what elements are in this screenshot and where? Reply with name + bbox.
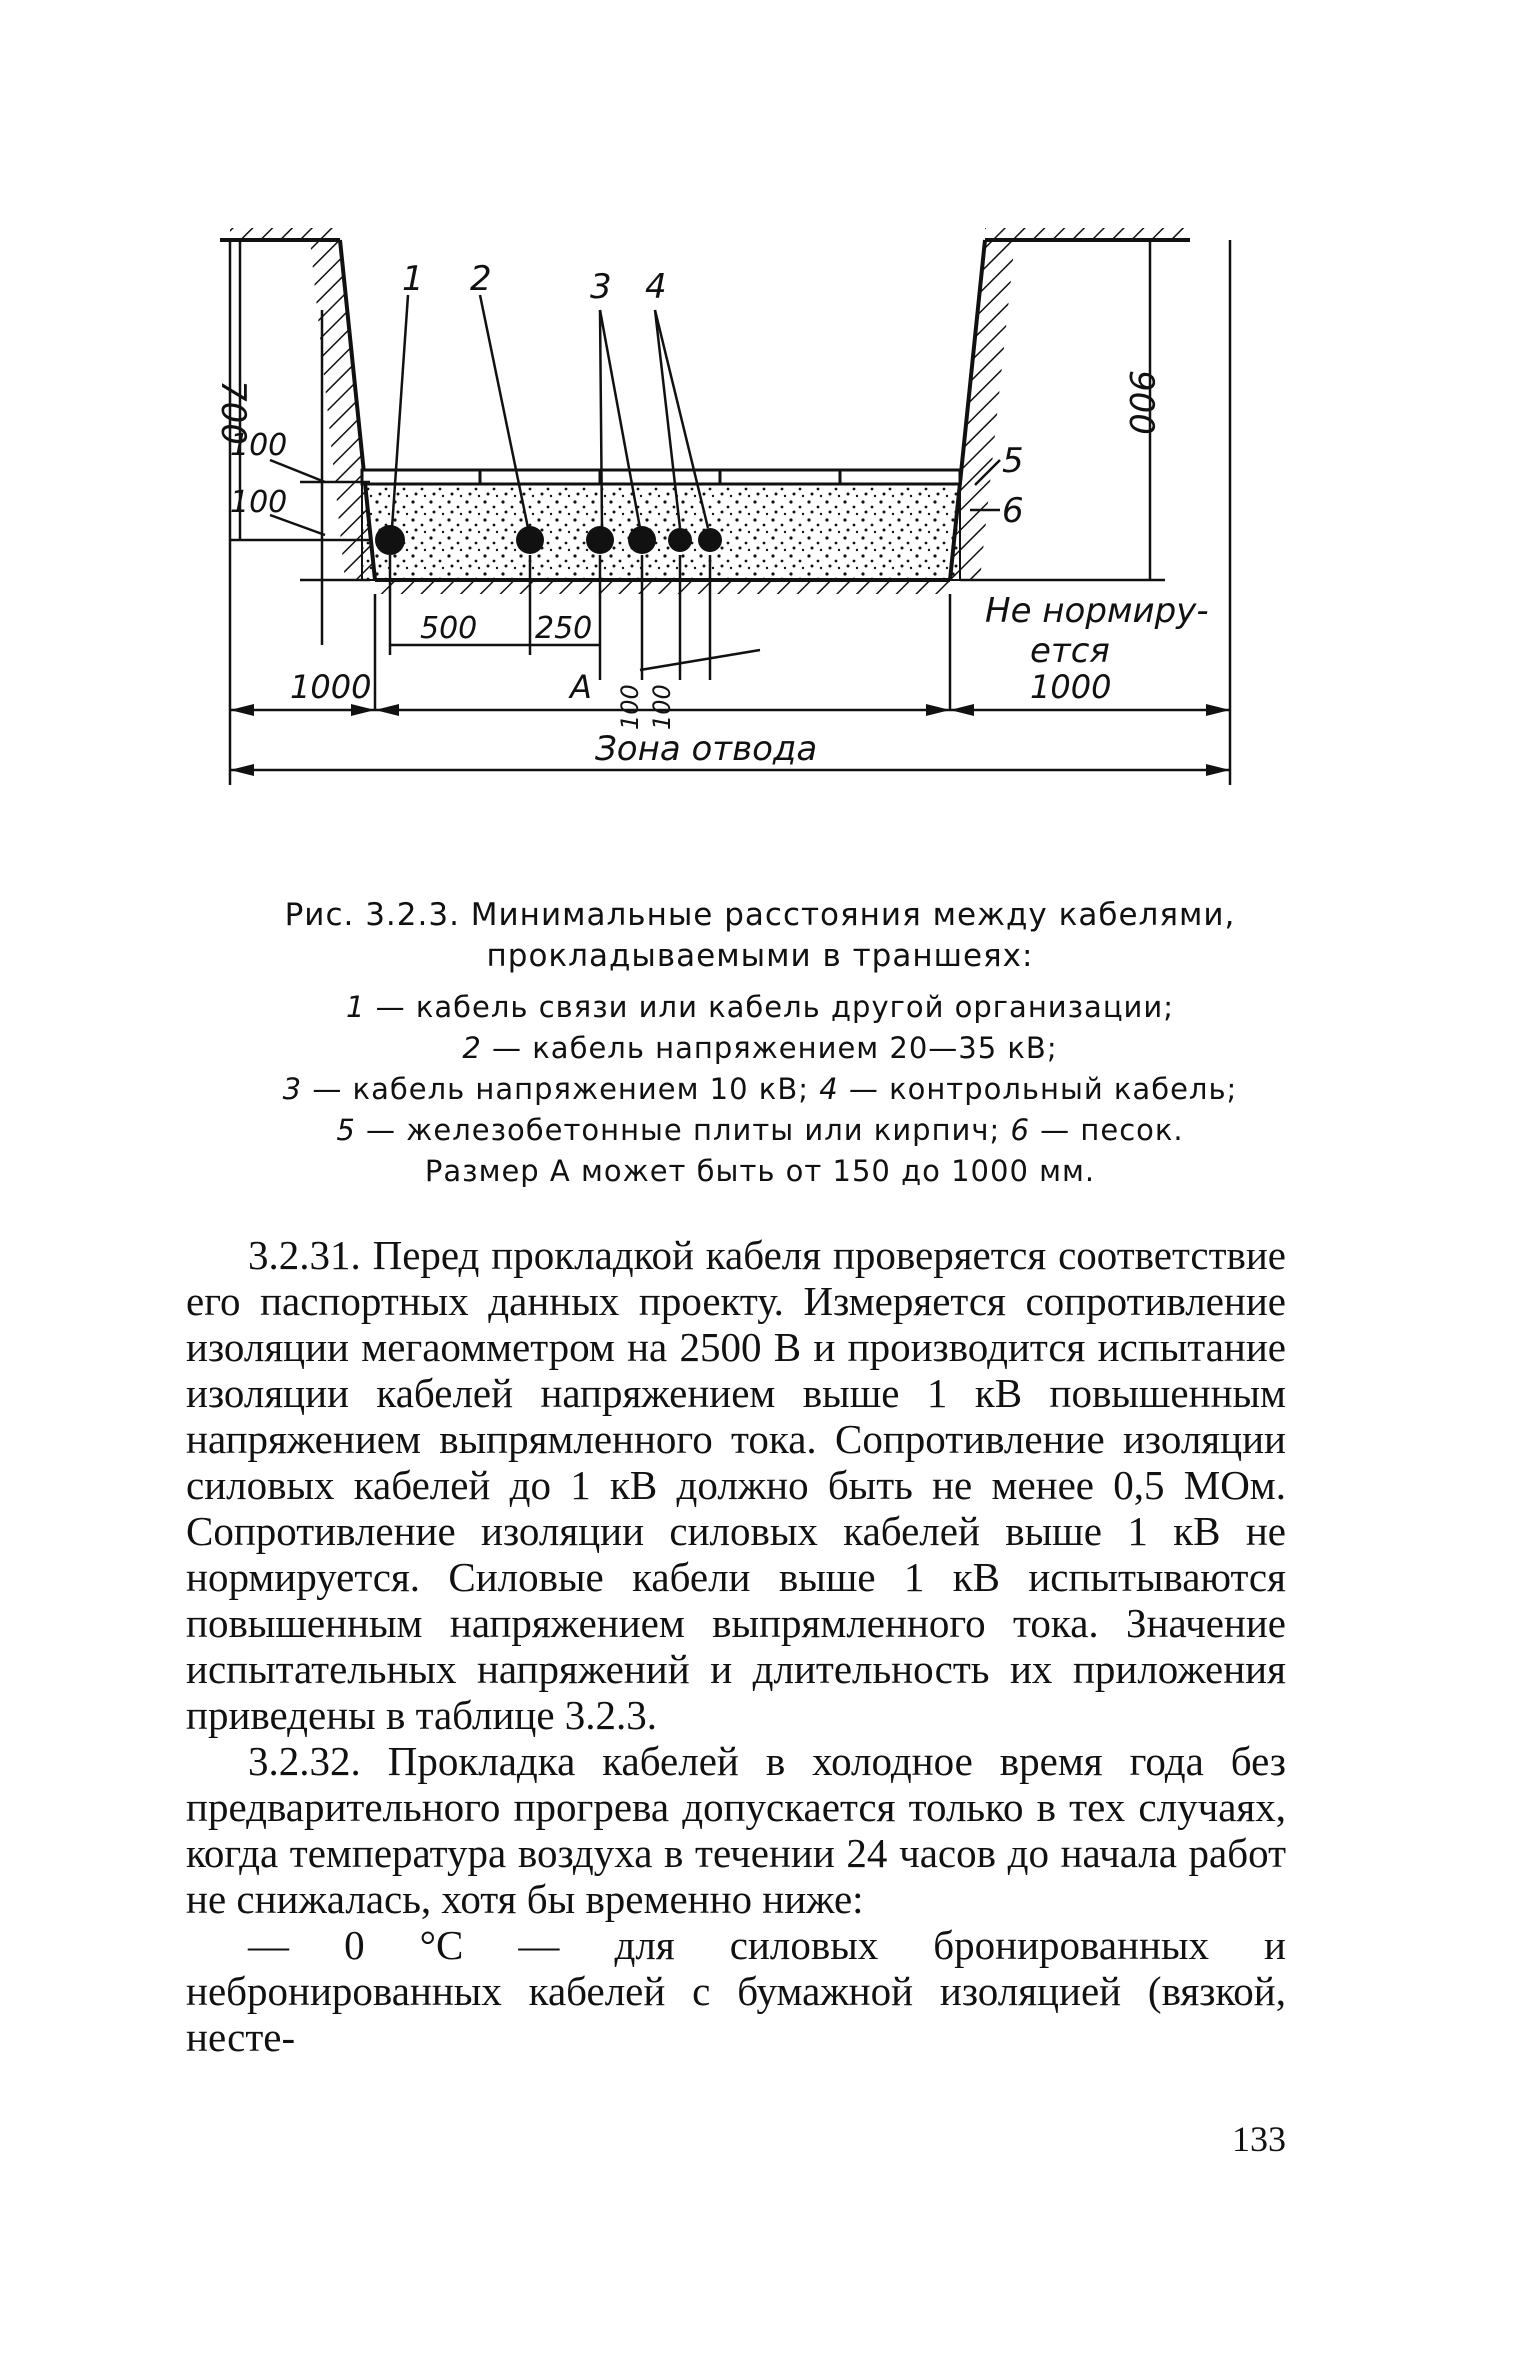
dim-250-label: 250 [535, 611, 593, 646]
body-text [186, 1232, 1286, 2060]
paragraph-3-2-32: 3.2.32. Прокладка кабелей в холодное время года без предварительного прогрева допускается только в тех случаях, когда температура воздуха в течении 24 часов до начала работ не снижалась, хотя бы временно ниже: [186, 1738, 1286, 1922]
caption-note: Размер А может быть от 150 до 1000 мм. [424, 1154, 1096, 1188]
cable-3b [628, 526, 656, 554]
trench-bottom-hatch [375, 580, 950, 594]
caption-title-2: прокладываемыми в траншеях: [486, 938, 1034, 974]
legend-item-3: 3 — кабель напряжением 10 кВ; 4 — контрольный кабель; [282, 1072, 1238, 1106]
concrete-slabs [362, 470, 960, 484]
legend-item-1: 1 — кабель связи или кабель другой организации; [345, 990, 1175, 1024]
dim-1000-left: 1000 [290, 668, 372, 706]
page-number: 133 [1232, 2119, 1286, 2159]
not-normed-line-1: Не нормиру- [985, 591, 1209, 631]
figure-caption [230, 895, 1290, 1192]
dim-100-bottom: 100 [230, 485, 288, 520]
zone-label: Зона отвода [595, 729, 818, 769]
ground-left [220, 228, 340, 240]
sand-layer [362, 482, 960, 580]
legend-item-4: 5 — железобетонные плиты или кирпич; 6 — песок. [336, 1113, 1184, 1147]
callout-2: 2 [470, 259, 492, 299]
trench-cable-diagram [213, 210, 1290, 890]
cable-2 [516, 526, 544, 554]
dim-900-label: 900 [1121, 370, 1161, 435]
dim-100-top: 100 [230, 428, 288, 463]
dim-100-between-2: 100 [648, 684, 676, 730]
callout-6: 6 [1002, 491, 1024, 531]
cable-3a [586, 526, 614, 554]
callout-3: 3 [590, 267, 612, 307]
caption-title-1: Рис. 3.2.3. Минимальные расстояния между кабелями, [284, 897, 1236, 933]
callout-1: 1 [402, 259, 424, 299]
dim-700-label: 700 [213, 380, 253, 445]
cable-1 [375, 525, 405, 555]
dim-500-label: 500 [420, 611, 478, 646]
dim-A: A [570, 668, 592, 706]
ground-right [985, 228, 1190, 240]
cable-4a [668, 528, 692, 552]
paragraph-dash-item: — 0 °С — для силовых бронированных и небронированных кабелей с бумажной изоляцией (вязкой, несте- [186, 1922, 1286, 2060]
paragraph-3-2-31: 3.2.31. Перед прокладкой кабеля проверяется соответствие его паспортных данных проекту. Измеряется сопротивление изоляции мегаомметром на 2500 В и производится испытание изоляции кабелей напряжением выше 1 кВ повышенным напряжением выпрямленного тока. Сопротивление изоляции силовых кабелей до 1 кВ должно быть не менее 0,5 МОм. Сопротивление изоляции силовых кабелей выше 1 кВ не нормируется. Силовые кабели выше 1 кВ испытываются повышенным напряжением выпрямленного тока. Значение испытательных напряжений и длительность их приложения приведены в таблице 3.2.3. [186, 1232, 1286, 1738]
dim-100-between-1: 100 [616, 684, 644, 730]
callout-5: 5 [1002, 441, 1024, 481]
cable-4b [698, 528, 722, 552]
dim-1000-right: 1000 [1030, 668, 1112, 706]
not-normed-line-2: ется [1030, 631, 1110, 671]
legend-item-2: 2 — кабель напряжением 20—35 кВ; [462, 1031, 1058, 1065]
caption-legend [230, 987, 1290, 1192]
callout-4: 4 [645, 267, 667, 307]
